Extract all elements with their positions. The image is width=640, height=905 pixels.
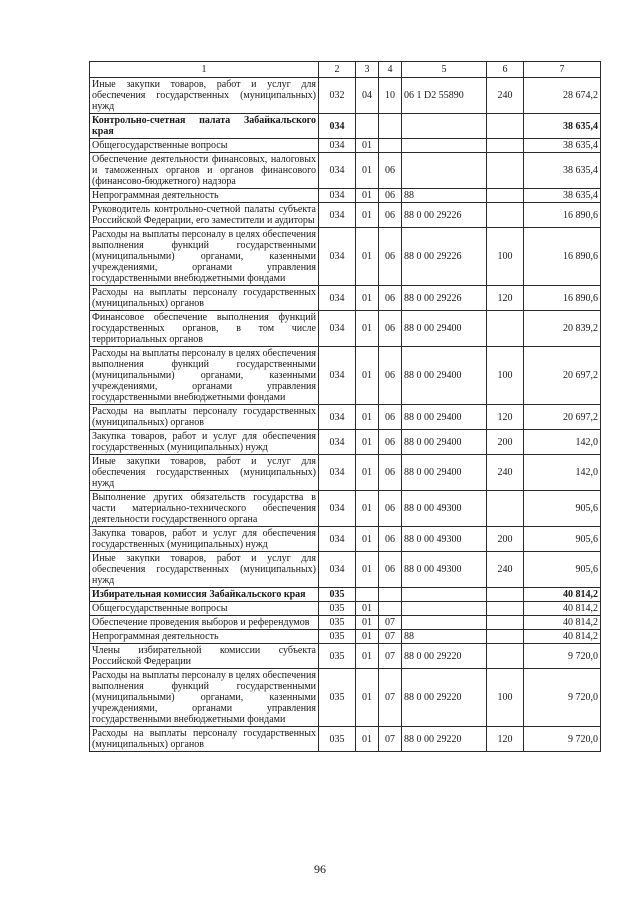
cell-vr bbox=[487, 114, 524, 139]
cell-sum: 9 720,0 bbox=[524, 669, 601, 727]
cell-csr: 88 0 00 49300 bbox=[402, 491, 487, 527]
cell-vr bbox=[487, 139, 524, 153]
cell-name: Финансовое обеспечение выполнения функций государственных органов, в том числе территориальных органов bbox=[90, 311, 319, 347]
cell-pr: 07 bbox=[379, 644, 402, 669]
table-row bbox=[90, 78, 601, 114]
cell-pr: 06 bbox=[379, 153, 402, 189]
cell-csr: 88 0 00 29400 bbox=[402, 405, 487, 430]
cell-pr bbox=[379, 602, 402, 616]
cell-sum: 20 697,2 bbox=[524, 347, 601, 405]
table-row bbox=[90, 311, 601, 347]
table-row bbox=[90, 527, 601, 552]
cell-name: Закупка товаров, работ и услуг для обеспечения государственных (муниципальных) нужд bbox=[90, 527, 319, 552]
cell-sum: 20 697,2 bbox=[524, 405, 601, 430]
cell-name: Обеспечение проведения выборов и референдумов bbox=[90, 616, 319, 630]
cell-name: Непрограммная деятельность bbox=[90, 189, 319, 203]
cell-sum: 16 890,6 bbox=[524, 228, 601, 286]
cell-sum: 16 890,6 bbox=[524, 203, 601, 228]
cell-sum: 40 814,2 bbox=[524, 630, 601, 644]
cell-gr: 035 bbox=[319, 644, 356, 669]
cell-name: Расходы на выплаты персоналу государственных (муниципальных) органов bbox=[90, 727, 319, 752]
cell-gr: 035 bbox=[319, 669, 356, 727]
cell-csr: 88 bbox=[402, 189, 487, 203]
cell-sum: 142,0 bbox=[524, 430, 601, 455]
header-rz: 3 bbox=[356, 62, 379, 78]
cell-gr: 034 bbox=[319, 311, 356, 347]
cell-rz: 01 bbox=[356, 491, 379, 527]
cell-sum: 9 720,0 bbox=[524, 644, 601, 669]
cell-vr: 120 bbox=[487, 727, 524, 752]
table-row bbox=[90, 286, 601, 311]
cell-sum: 20 839,2 bbox=[524, 311, 601, 347]
cell-csr bbox=[402, 616, 487, 630]
cell-gr: 034 bbox=[319, 114, 356, 139]
header-row bbox=[90, 62, 601, 78]
table-row bbox=[90, 588, 601, 602]
cell-pr: 06 bbox=[379, 552, 402, 588]
table-row bbox=[90, 139, 601, 153]
cell-csr: 88 0 00 29226 bbox=[402, 203, 487, 228]
cell-rz: 01 bbox=[356, 644, 379, 669]
cell-gr: 034 bbox=[319, 228, 356, 286]
cell-name: Избирательная комиссия Забайкальского края bbox=[90, 588, 319, 602]
cell-gr: 034 bbox=[319, 552, 356, 588]
cell-rz: 01 bbox=[356, 311, 379, 347]
cell-rz: 01 bbox=[356, 727, 379, 752]
cell-vr: 200 bbox=[487, 527, 524, 552]
cell-pr bbox=[379, 114, 402, 139]
cell-pr: 06 bbox=[379, 455, 402, 491]
cell-sum: 905,6 bbox=[524, 527, 601, 552]
cell-pr: 06 bbox=[379, 203, 402, 228]
cell-rz bbox=[356, 588, 379, 602]
cell-pr: 06 bbox=[379, 491, 402, 527]
cell-pr: 06 bbox=[379, 430, 402, 455]
cell-gr: 032 bbox=[319, 78, 356, 114]
cell-sum: 40 814,2 bbox=[524, 602, 601, 616]
cell-gr: 035 bbox=[319, 727, 356, 752]
cell-name: Расходы на выплаты персоналу в целях обеспечения выполнения функций государственными (муниципальными) органами, казенными учреждениями, органами управления государственными внебюджетными фондами bbox=[90, 669, 319, 727]
table-row bbox=[90, 114, 601, 139]
cell-pr: 06 bbox=[379, 228, 402, 286]
cell-pr: 07 bbox=[379, 727, 402, 752]
cell-sum: 38 635,4 bbox=[524, 139, 601, 153]
cell-gr: 034 bbox=[319, 527, 356, 552]
cell-csr: 06 1 D2 55890 bbox=[402, 78, 487, 114]
cell-vr bbox=[487, 203, 524, 228]
cell-name: Общегосударственные вопросы bbox=[90, 139, 319, 153]
table-row bbox=[90, 552, 601, 588]
cell-rz: 01 bbox=[356, 630, 379, 644]
cell-name: Расходы на выплаты персоналу государственных (муниципальных) органов bbox=[90, 405, 319, 430]
cell-gr: 034 bbox=[319, 139, 356, 153]
cell-pr: 07 bbox=[379, 669, 402, 727]
table-row bbox=[90, 405, 601, 430]
cell-name: Расходы на выплаты персоналу в целях обеспечения выполнения функций государственными (муниципальными) органами, казенными учреждениями, органами управления государственными внебюджетными фондами bbox=[90, 347, 319, 405]
cell-sum: 38 635,4 bbox=[524, 153, 601, 189]
table-row bbox=[90, 189, 601, 203]
cell-vr bbox=[487, 630, 524, 644]
cell-gr: 034 bbox=[319, 203, 356, 228]
cell-sum: 905,6 bbox=[524, 552, 601, 588]
cell-vr bbox=[487, 189, 524, 203]
cell-csr: 88 0 00 29220 bbox=[402, 669, 487, 727]
cell-vr: 240 bbox=[487, 552, 524, 588]
cell-pr: 07 bbox=[379, 616, 402, 630]
page-number: 96 bbox=[314, 862, 326, 876]
header-name: 1 bbox=[90, 62, 319, 78]
cell-name: Закупка товаров, работ и услуг для обеспечения государственных (муниципальных) нужд bbox=[90, 430, 319, 455]
cell-rz: 01 bbox=[356, 139, 379, 153]
cell-vr bbox=[487, 602, 524, 616]
cell-rz: 01 bbox=[356, 527, 379, 552]
cell-rz: 01 bbox=[356, 405, 379, 430]
cell-name: Иные закупки товаров, работ и услуг для обеспечения государственных (муниципальных) нужд bbox=[90, 78, 319, 114]
cell-vr: 240 bbox=[487, 455, 524, 491]
table-row bbox=[90, 727, 601, 752]
cell-sum: 16 890,6 bbox=[524, 286, 601, 311]
cell-vr bbox=[487, 616, 524, 630]
table-row bbox=[90, 602, 601, 616]
cell-gr: 034 bbox=[319, 491, 356, 527]
cell-gr: 034 bbox=[319, 286, 356, 311]
table-row bbox=[90, 630, 601, 644]
cell-rz: 01 bbox=[356, 203, 379, 228]
cell-csr: 88 0 00 29400 bbox=[402, 430, 487, 455]
cell-gr: 034 bbox=[319, 430, 356, 455]
table-header bbox=[90, 62, 601, 78]
cell-name: Непрограммная деятельность bbox=[90, 630, 319, 644]
cell-rz: 01 bbox=[356, 552, 379, 588]
cell-csr: 88 0 00 49300 bbox=[402, 552, 487, 588]
cell-gr: 034 bbox=[319, 405, 356, 430]
cell-gr: 034 bbox=[319, 153, 356, 189]
cell-gr: 035 bbox=[319, 602, 356, 616]
cell-gr: 034 bbox=[319, 189, 356, 203]
cell-csr: 88 0 00 29226 bbox=[402, 228, 487, 286]
header-pr: 4 bbox=[379, 62, 402, 78]
table-row bbox=[90, 153, 601, 189]
cell-rz: 01 bbox=[356, 602, 379, 616]
cell-csr bbox=[402, 588, 487, 602]
table-row bbox=[90, 616, 601, 630]
cell-sum: 40 814,2 bbox=[524, 588, 601, 602]
cell-name: Контрольно-счетная палата Забайкальского края bbox=[90, 114, 319, 139]
table-row bbox=[90, 455, 601, 491]
cell-vr: 200 bbox=[487, 430, 524, 455]
header-vr: 6 bbox=[487, 62, 524, 78]
cell-sum: 28 674,2 bbox=[524, 78, 601, 114]
cell-rz: 01 bbox=[356, 455, 379, 491]
cell-pr bbox=[379, 588, 402, 602]
cell-rz: 01 bbox=[356, 286, 379, 311]
cell-gr: 035 bbox=[319, 630, 356, 644]
cell-vr bbox=[487, 588, 524, 602]
table-row bbox=[90, 228, 601, 286]
cell-vr: 100 bbox=[487, 228, 524, 286]
cell-name: Руководитель контрольно-счетной палаты субъекта Российской Федерации, его заместители и аудиторы bbox=[90, 203, 319, 228]
cell-vr bbox=[487, 153, 524, 189]
cell-name: Общегосударственные вопросы bbox=[90, 602, 319, 616]
cell-name: Иные закупки товаров, работ и услуг для обеспечения государственных (муниципальных) нужд bbox=[90, 552, 319, 588]
cell-sum: 38 635,4 bbox=[524, 189, 601, 203]
cell-csr: 88 0 00 29400 bbox=[402, 455, 487, 491]
cell-vr bbox=[487, 644, 524, 669]
cell-sum: 142,0 bbox=[524, 455, 601, 491]
cell-pr: 07 bbox=[379, 630, 402, 644]
cell-pr bbox=[379, 139, 402, 153]
cell-rz: 01 bbox=[356, 189, 379, 203]
cell-pr: 06 bbox=[379, 311, 402, 347]
table-row bbox=[90, 430, 601, 455]
cell-vr bbox=[487, 491, 524, 527]
cell-pr: 06 bbox=[379, 405, 402, 430]
header-gr: 2 bbox=[319, 62, 356, 78]
table-row bbox=[90, 347, 601, 405]
cell-name: Расходы на выплаты персоналу государственных (муниципальных) органов bbox=[90, 286, 319, 311]
cell-vr: 120 bbox=[487, 405, 524, 430]
cell-vr: 100 bbox=[487, 669, 524, 727]
cell-csr: 88 0 00 29220 bbox=[402, 727, 487, 752]
cell-csr bbox=[402, 114, 487, 139]
cell-rz bbox=[356, 114, 379, 139]
cell-sum: 9 720,0 bbox=[524, 727, 601, 752]
cell-rz: 01 bbox=[356, 347, 379, 405]
cell-csr: 88 0 00 29220 bbox=[402, 644, 487, 669]
cell-rz: 01 bbox=[356, 669, 379, 727]
table-row bbox=[90, 644, 601, 669]
cell-csr: 88 0 00 49300 bbox=[402, 527, 487, 552]
header-sum: 7 bbox=[524, 62, 601, 78]
cell-rz: 01 bbox=[356, 430, 379, 455]
table-row bbox=[90, 203, 601, 228]
cell-pr: 06 bbox=[379, 189, 402, 203]
cell-sum: 38 635,4 bbox=[524, 114, 601, 139]
table-body bbox=[90, 78, 601, 752]
cell-sum: 40 814,2 bbox=[524, 616, 601, 630]
header-csr: 5 bbox=[402, 62, 487, 78]
cell-vr: 240 bbox=[487, 78, 524, 114]
cell-sum: 905,6 bbox=[524, 491, 601, 527]
cell-gr: 034 bbox=[319, 347, 356, 405]
cell-rz: 04 bbox=[356, 78, 379, 114]
cell-name: Расходы на выплаты персоналу в целях обеспечения выполнения функций государственными (муниципальными) органами, казенными учреждениями, органами управления государственными внебюджетными фондами bbox=[90, 228, 319, 286]
cell-csr: 88 0 00 29226 bbox=[402, 286, 487, 311]
cell-pr: 10 bbox=[379, 78, 402, 114]
cell-csr bbox=[402, 153, 487, 189]
cell-name: Обеспечение деятельности финансовых, налоговых и таможенных органов и органов финансового (финансово-бюджетного) надзора bbox=[90, 153, 319, 189]
cell-gr: 035 bbox=[319, 588, 356, 602]
cell-name: Иные закупки товаров, работ и услуг для обеспечения государственных (муниципальных) нужд bbox=[90, 455, 319, 491]
cell-vr bbox=[487, 311, 524, 347]
cell-csr: 88 bbox=[402, 630, 487, 644]
table-row bbox=[90, 491, 601, 527]
cell-rz: 01 bbox=[356, 228, 379, 286]
budget-table bbox=[89, 61, 601, 752]
cell-rz: 01 bbox=[356, 153, 379, 189]
cell-csr bbox=[402, 602, 487, 616]
cell-name: Члены избирательной комиссии субъекта Российской Федерации bbox=[90, 644, 319, 669]
cell-pr: 06 bbox=[379, 347, 402, 405]
cell-gr: 035 bbox=[319, 616, 356, 630]
cell-pr: 06 bbox=[379, 286, 402, 311]
cell-rz: 01 bbox=[356, 616, 379, 630]
cell-gr: 034 bbox=[319, 455, 356, 491]
cell-csr bbox=[402, 139, 487, 153]
table-row bbox=[90, 669, 601, 727]
cell-pr: 06 bbox=[379, 527, 402, 552]
cell-vr: 120 bbox=[487, 286, 524, 311]
cell-csr: 88 0 00 29400 bbox=[402, 311, 487, 347]
cell-vr: 100 bbox=[487, 347, 524, 405]
cell-name: Выполнение других обязательств государства в части материально-технического обеспечения деятельности государственного органа bbox=[90, 491, 319, 527]
cell-csr: 88 0 00 29400 bbox=[402, 347, 487, 405]
